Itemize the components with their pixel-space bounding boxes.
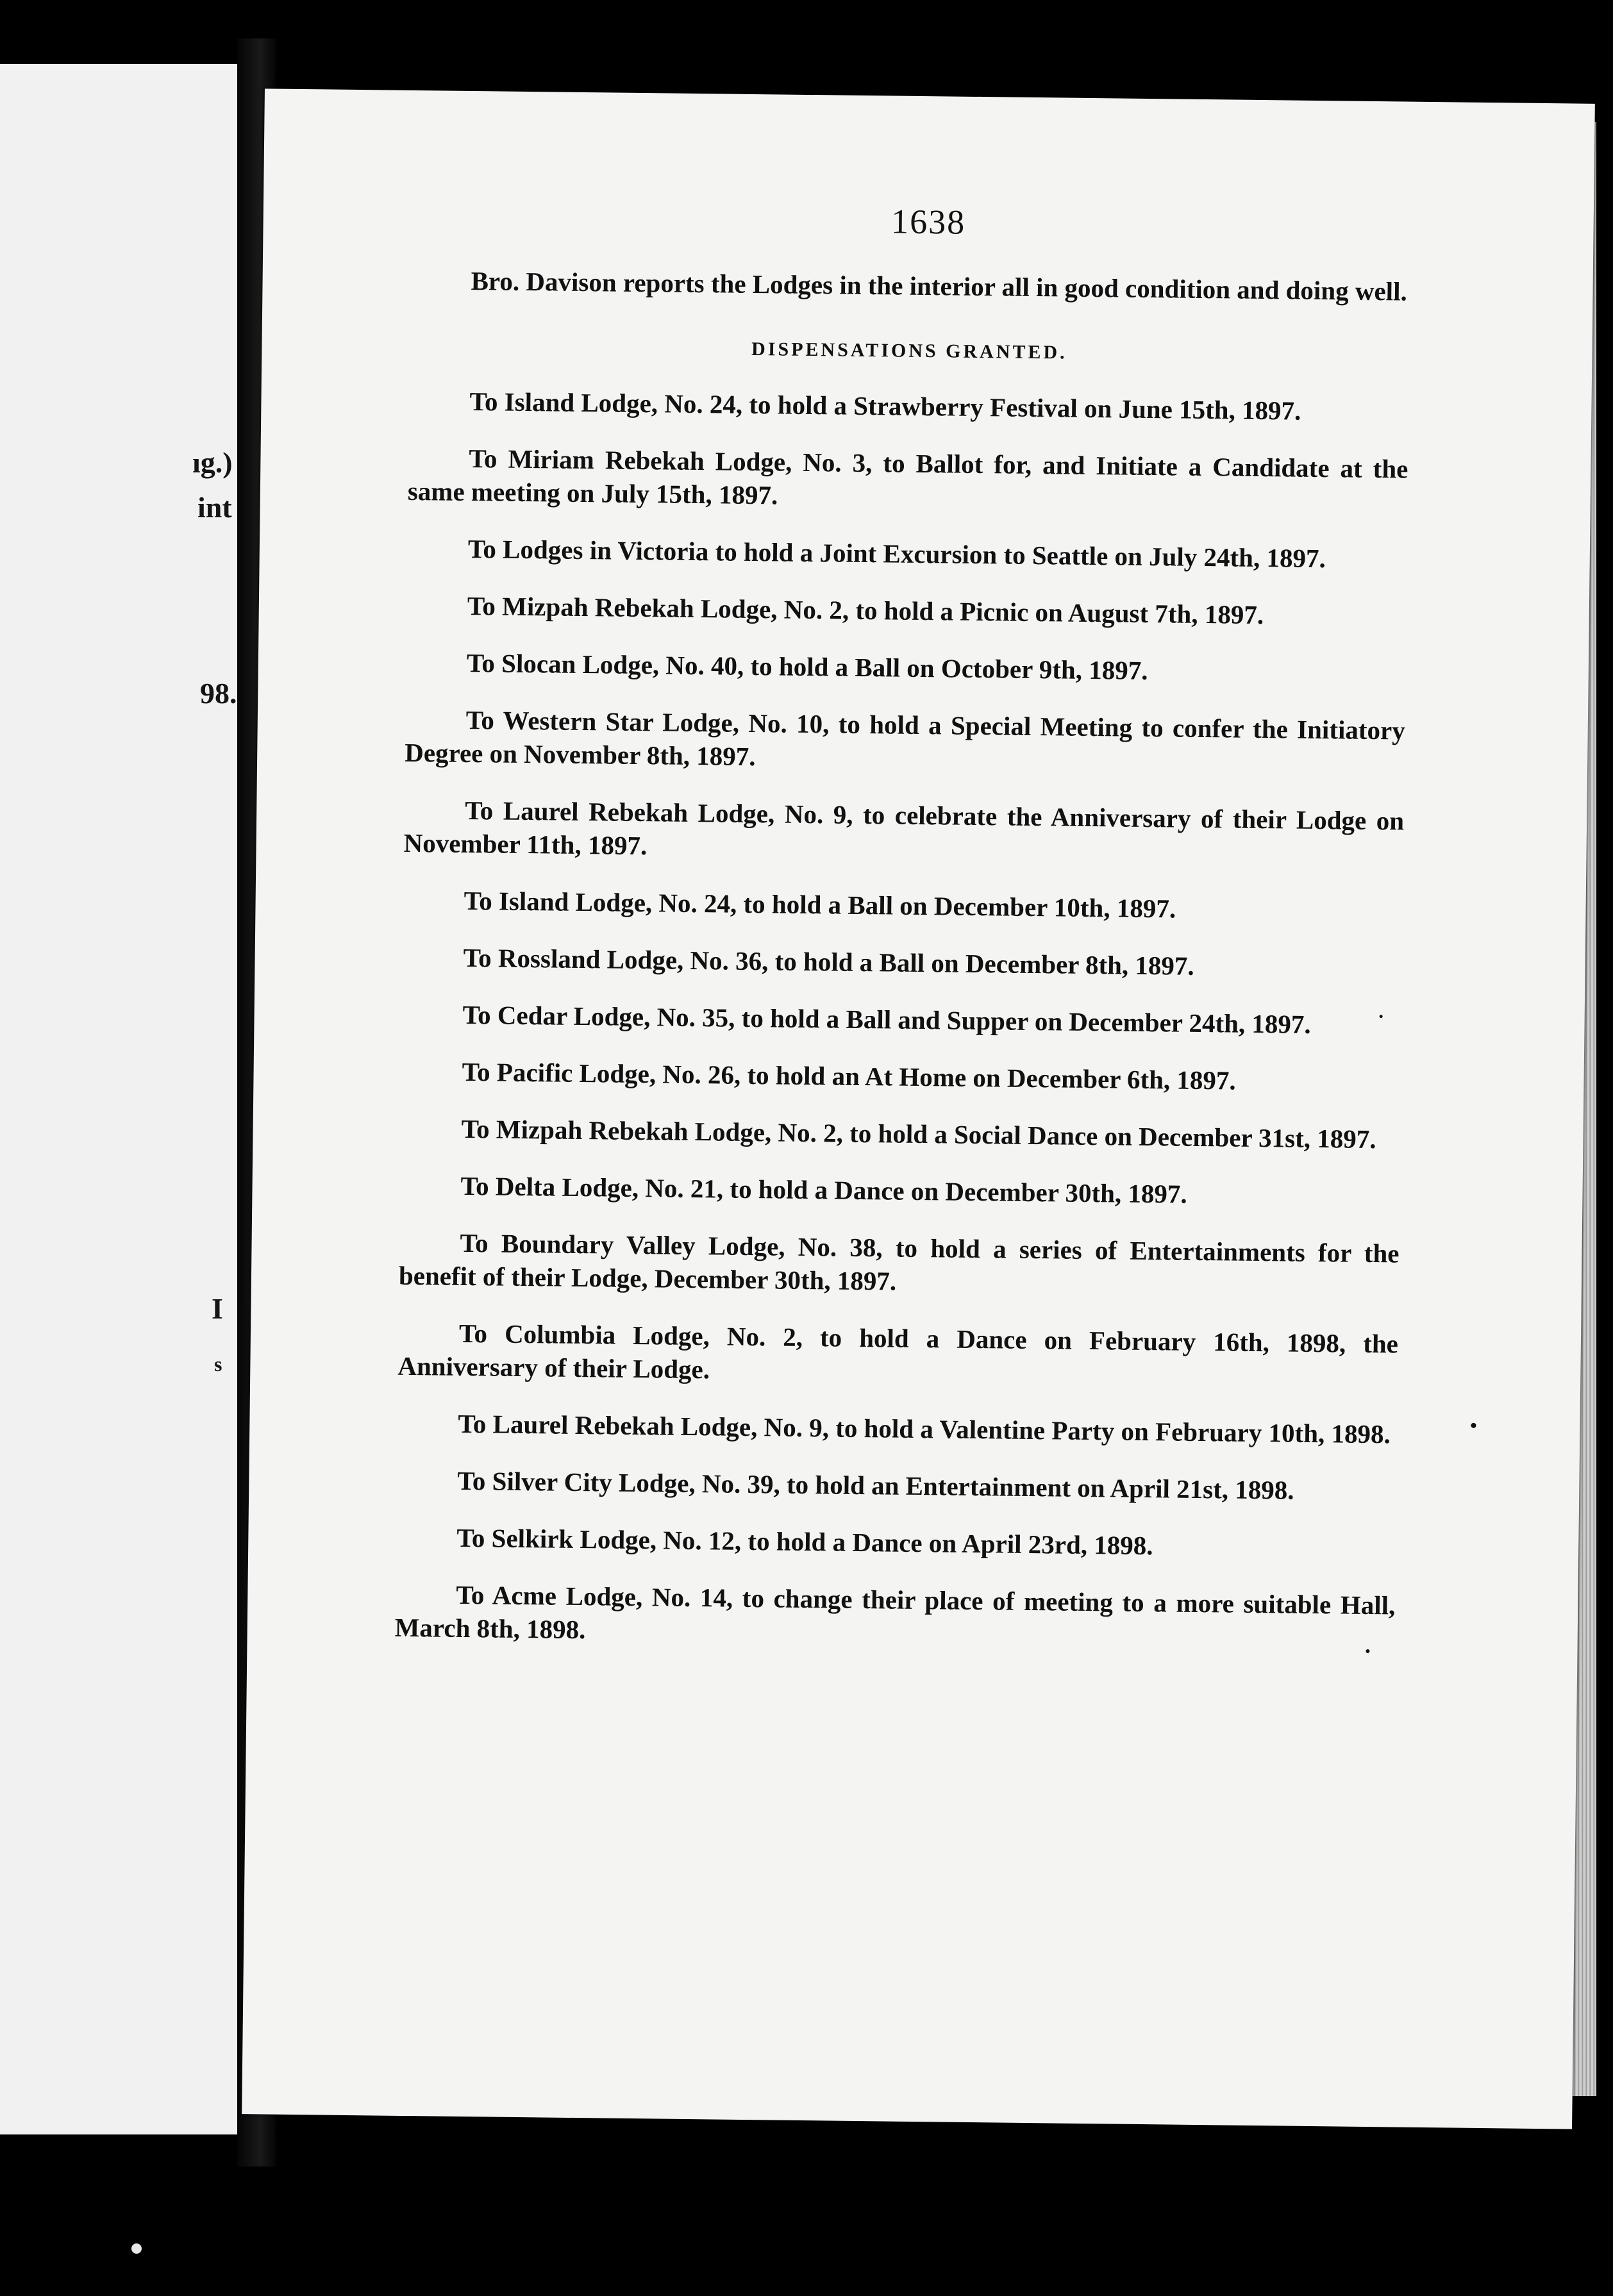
intro-paragraph: Bro. Davison reports the Lodges in the interior all in good condition and doing well. (471, 266, 1408, 306)
scan-speck (1471, 1423, 1476, 1428)
left-page-fragment: int (197, 491, 232, 524)
dispensation-entry: To Western Star Lodge, No. 10, to hold a Special Meeting to confer the Initiatory Degree on November 8th, 1897. (404, 704, 1406, 772)
dispensation-entry: To Acme Lodge, No. 14, to change their place of meeting to a more suitable Hall, March 8th, 1898. (394, 1579, 1396, 1645)
page-body (394, 263, 1410, 1679)
left-facing-page (0, 64, 239, 2134)
scan-speck (1366, 1649, 1369, 1653)
dispensation-entry: To Rossland Lodge, No. 36, to hold a Ball on December 8th, 1897. (463, 942, 1194, 981)
left-page-fragment: s (214, 1352, 222, 1376)
page-number: 1638 (890, 202, 966, 242)
left-page-fragment: 98. (200, 677, 237, 710)
dispensation-entry: To Slocan Lodge, No. 40, to hold a Ball on October 9th, 1897. (466, 647, 1148, 686)
main-page (242, 88, 1595, 2129)
scan-speck (131, 2243, 142, 2254)
dispensation-entry: To Selkirk Lodge, No. 12, to hold a Dance on April 23rd, 1898. (456, 1522, 1153, 1561)
dispensation-list (394, 384, 1408, 1656)
dispensation-entry: To Miriam Rebekah Lodge, No. 3, to Ballot for, and Initiate a Candidate at the same meeting on July 15th, 1897. (407, 443, 1408, 510)
dispensation-entry: To Lodges in Victoria to hold a Joint Excursion to Seattle on July 24th, 1897. (467, 533, 1326, 574)
left-page-fragment: ıg.) (192, 446, 233, 479)
dispensation-entry: To Cedar Lodge, No. 35, to hold a Ball and Supper on December 24th, 1897. (462, 999, 1311, 1039)
section-heading: DISPENSATIONS GRANTED. (751, 338, 1067, 363)
dispensation-entry: To Mizpah Rebekah Lodge, No. 2, to hold a Social Dance on December 31st, 1897. (461, 1113, 1376, 1154)
dispensation-entry: To Laurel Rebekah Lodge, No. 9, to celebrate the Anniversary of their Lodge on November 11th, 1897. (403, 795, 1405, 861)
scan-speck (1380, 1015, 1383, 1018)
dispensation-entry: To Delta Lodge, No. 21, to hold a Dance on December 30th, 1897. (460, 1170, 1187, 1209)
dispensation-entry: To Mizpah Rebekah Lodge, No. 2, to hold a Picnic on August 7th, 1897. (467, 590, 1264, 630)
dispensation-entry: To Laurel Rebekah Lodge, No. 9, to hold a Valentine Party on February 10th, 1898. (458, 1408, 1391, 1449)
dispensation-entry: To Island Lodge, No. 24, to hold a Strawberry Festival on June 15th, 1897. (469, 386, 1301, 426)
dispensation-entry: To Columbia Lodge, No. 2, to hold a Dance on February 16th, 1898, the Anniversary of their Lodge. (397, 1318, 1399, 1385)
dispensation-entry: To Silver City Lodge, No. 39, to hold an Entertainment on April 21st, 1898. (457, 1465, 1294, 1505)
left-page-fragment: I (212, 1292, 223, 1325)
dispensation-entry: To Island Lodge, No. 24, to hold a Ball on December 10th, 1897. (464, 885, 1176, 924)
dispensation-entry: To Pacific Lodge, No. 26, to hold an At Home on December 6th, 1897. (462, 1056, 1236, 1095)
dispensation-entry: To Boundary Valley Lodge, No. 38, to hold a series of Entertainments for the benefit of their Lodge, December 30th, 1897. (398, 1227, 1400, 1296)
